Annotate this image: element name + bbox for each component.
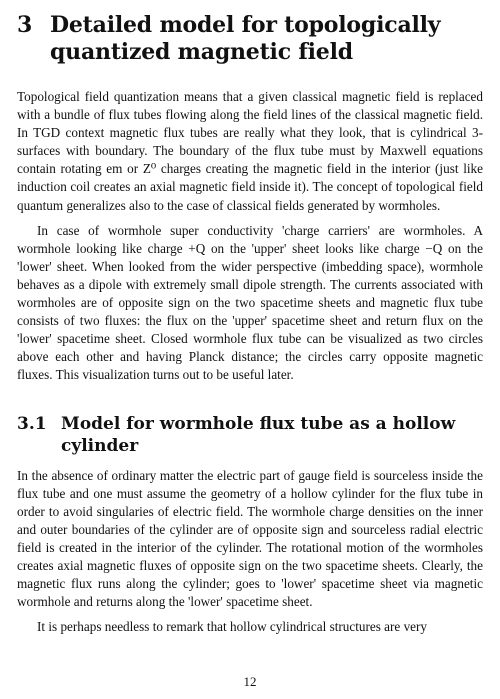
- subsection-heading: [17, 413, 483, 457]
- section-number: 3: [17, 12, 33, 38]
- paragraph-4: It is perhaps needless to remark that hollow cylindrical structures are very: [37, 619, 427, 635]
- section-title: Detailed model for topologically quantized magnetic field: [50, 12, 441, 65]
- paragraph-3: In the absence of ordinary matter the electric part of gauge field is sourceless inside the flux tube and one must assume the geometry of a hollow cylinder for the flux tube in order to avoid singularies of electric field. The wormhole charge densities on the inner and outer boundaries of the cylinder are of opposite sign and sourceless radial electric field is created in the interior of the cylinder. The rotational motion of the wormholes creates axial magnetic fluxes of opposite sign on the two spacetime sheets. Clearly, the magnetic flux runs along the cylinder; goes to 'lower' spacetime sheet via magnetic wormhole and returns along the 'lower' spacetime sheet.: [17, 467, 483, 610]
- section-heading: [17, 12, 483, 66]
- paragraph-2: In case of wormhole super conductivity 'charge carriers' are wormholes. A wormhole looking like charge +Q on the 'upper' sheet looks like charge −Q on the 'lower' sheet. When looked from the wider perspective (imbedding space), wormhole behaves as a dipole with extremely small dipole strength. The currents associated with wormholes are of opposite sign on the two spacetime sheets and magnetic flux tube consists of two fluxes: the flux on the 'upper' spacetime sheet and return flux on the 'lower' spacetime sheet. Closed wormhole flux tube can be visualized as two circles above each other and having Planck distance; the circles carry opposite magnetic fluxes. This visualization turns out to be useful later.: [17, 222, 483, 383]
- page-body: [17, 12, 483, 636]
- subsection-number: 3.1: [17, 413, 47, 434]
- subsection-title: Model for wormhole flux tube as a hollow cylinder: [61, 413, 456, 456]
- paragraph-1: Topological field quantization means that a given classical magnetic field is replaced with a bundle of flux tubes flowing along the field lines of the classical magnetic field. In TGD context magnetic flux tubes are really what they look, that is cylindrical 3-surfaces with boundary. The boundary of the flux tube must by Maxwell equations contain rotating em or Z⁰ charges creating the magnetic field in the interior (just like induction coil creates an axial magnetic field inside it). The concept of topological field quantum generalizes also to the case of classical fields generated by wormholes.: [17, 89, 483, 213]
- page-number: 12: [243, 674, 257, 689]
